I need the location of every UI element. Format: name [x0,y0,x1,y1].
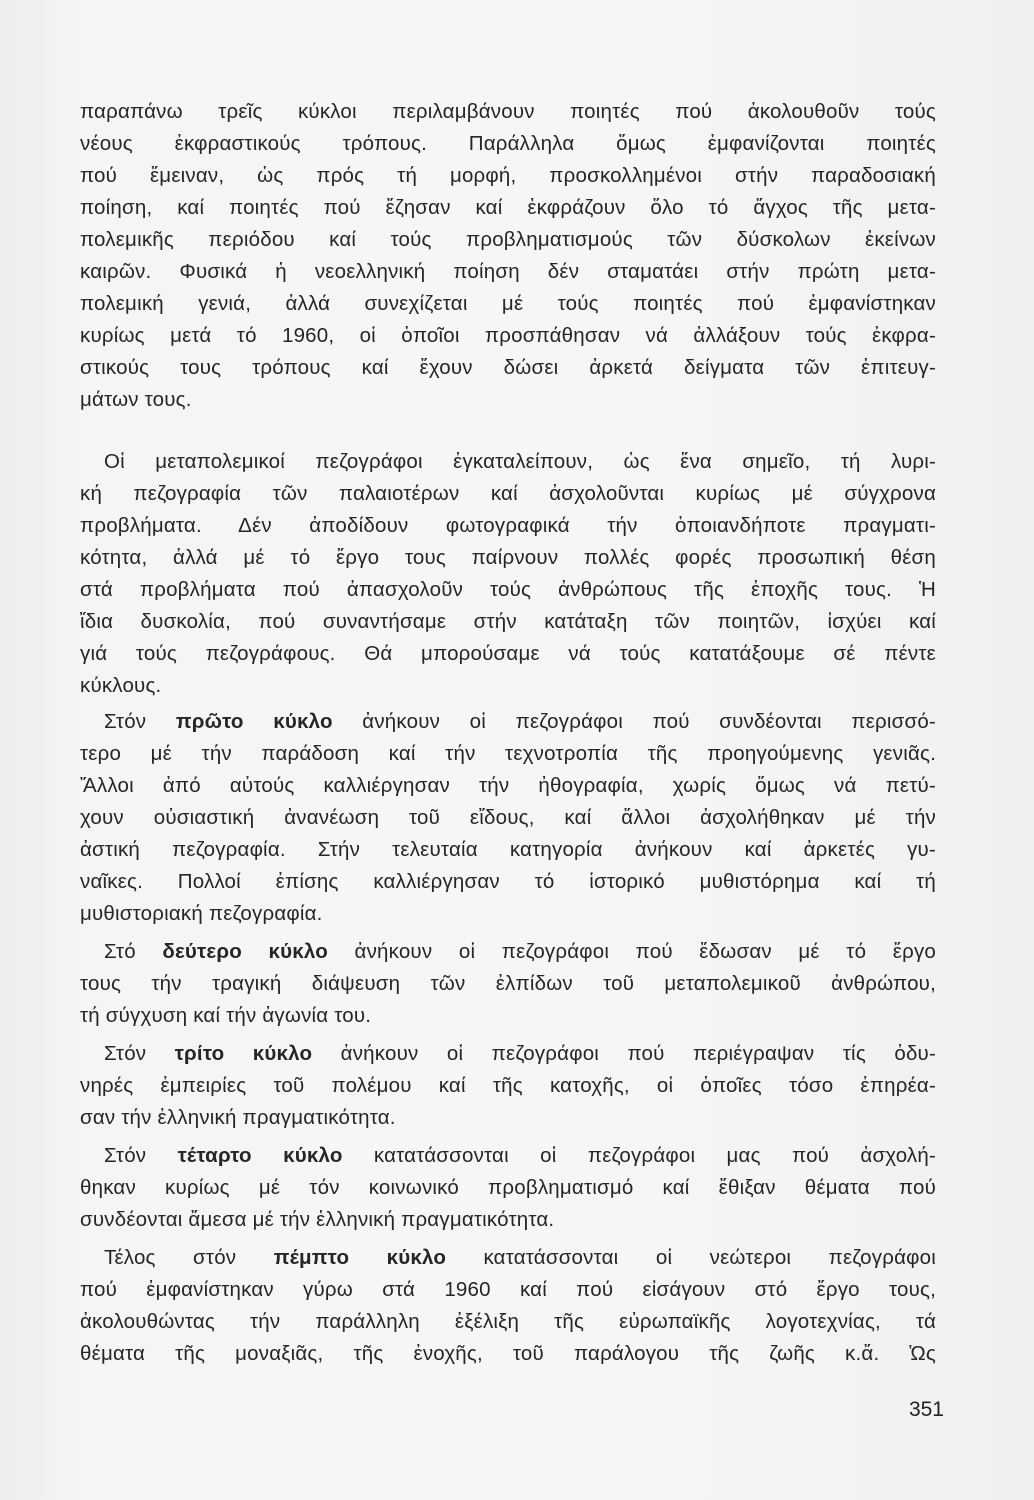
text-line: στικούς τους τρόπους καί ἔχουν δώσει ἀρκετά δείγματα τῶν ἐπιτευγ- [80,356,936,379]
cycle-heading: τέταρτο κύκλο [177,1144,343,1167]
text-line: ποίηση, καί ποιητές πού ἔζησαν καί ἐκφράζουν ὅλο τό ἄγχος τῆς μετα- [80,196,936,219]
lead-text: Στόν [104,1144,178,1167]
text-line: μυθιστοριακή πεζογραφία. [80,902,323,925]
text-line: θηκαν κυρίως μέ τόν κοινωνικό προβληματισμό καί ἔθιξαν θέματα πού [80,1176,936,1199]
text-line: παραπάνω τρεῖς κύκλοι περιλαμβάνουν ποιητές πού ἀκολουθοῦν τούς [80,100,936,123]
text-line: Οἱ μεταπολεμικοί πεζογράφοι ἐγκαταλείπουν, ὡς ἕνα σημεῖο, τή λυρι- [104,450,936,473]
text-line: χουν οὐσιαστική ἀνανέωση τοῦ εἴδους, καί ἄλλοι ἀσχολήθηκαν μέ τήν [80,806,936,829]
text-line: πού ἔμειναν, ὡς πρός τή μορφή, προσκολλημένοι στήν παραδοσιακή [80,164,936,187]
text-line: ναῖκες. Πολλοί ἐπίσης καλλιέργησαν τό ἱστορικό μυθιστόρημα καί τή [80,870,936,893]
paragraph-fourth-cycle [80,1140,936,1236]
text-line: γιά τούς πεζογράφους. Θά μπορούσαμε νά τούς κατατάξουμε σέ πέντε [80,642,936,665]
cycle-heading: πέμπτο κύκλο [273,1246,447,1269]
cycle-heading: πρῶτο κύκλο [175,710,333,733]
lead-rest: ἀνήκουν οἱ πεζογράφοι πού ἔδωσαν μέ τό ἔργο [327,940,936,963]
text-line: μάτων τους. [80,388,192,411]
text-line: συνδέονται ἄμεσα μέ τήν ἑλληνική πραγματικότητα. [80,1208,555,1231]
lead-text: Στό [104,940,163,963]
text-line: πολεμικῆς περιόδου καί τούς προβληματισμούς τῶν δύσκολων ἐκείνων [80,228,936,251]
text-line: νέους ἐκφραστικούς τρόπους. Παράλληλα ὅμως ἐμφανίζονται ποιητές [80,132,936,155]
text-line: πού ἐμφανίστηκαν γύρω στά 1960 καί πού εἰσάγουν στό ἔργο τους, [80,1278,936,1301]
lead-text: Στόν [104,710,176,733]
lead-rest: ἀνήκουν οἱ πεζογράφοι πού περιέγραψαν τίς ὀδυ- [312,1042,936,1065]
paragraph-second-cycle [80,936,936,1032]
text-line: τερο μέ τήν παράδοση καί τήν τεχνοτροπία τῆς προηγούμενης γενιᾶς. [80,742,936,765]
text-line: Ἄλλοι ἀπό αὐτούς καλλιέργησαν τήν ἠθογραφία, χωρίς ὅμως νά πετύ- [80,774,936,797]
paragraph-fifth-cycle [80,1242,936,1370]
text-line: στά προβλήματα πού ἀπασχολοῦν τούς ἀνθρώπους τῆς ἐποχῆς τους. Ἡ [80,578,936,601]
text-line: κυρίως μετά τό 1960, οἱ ὁποῖοι προσπάθησαν νά ἀλλάξουν τούς ἐκφρα- [80,324,936,347]
cycle-heading: τρίτο κύκλο [174,1042,313,1065]
text-line [80,1038,936,1070]
text-line: κύκλους. [80,674,162,697]
lead-text: Στόν [104,1042,175,1065]
text-line: προβλήματα. Δέν ἀποδίδουν φωτογραφικά τήν ὁποιανδήποτε πραγματι- [80,514,936,537]
text-line: θέματα τῆς μοναξιᾶς, τῆς ἐνοχῆς, τοῦ παράλογου τῆς ζωῆς κ.ἄ. Ὡς [80,1342,936,1365]
paragraph-first-cycle [80,706,936,930]
paragraph-postwar-prose [80,446,936,702]
text-line: ἀκολουθώντας τήν παράλληλη ἐξέλιξη τῆς εὐρωπαϊκῆς λογοτεχνίας, τά [80,1310,936,1333]
lead-text: Τέλος στόν [104,1246,274,1269]
body-text [80,96,936,1370]
paragraph-poetry-cycles [80,96,936,416]
text-line: τους τήν τραγική διάψευση τῶν ἐλπίδων τοῦ μεταπολεμικοῦ ἀνθρώπου, [80,972,936,995]
text-line: τή σύγχυση καί τήν ἀγωνία του. [80,1004,372,1027]
text-line [80,1242,936,1274]
text-line: ἀστική πεζογραφία. Στήν τελευταία κατηγορία ἀνήκουν καί ἀρκετές γυ- [80,838,936,861]
text-line [80,1140,936,1172]
lead-rest: κατατάσσονται οἱ νεώτεροι πεζογράφοι [446,1246,936,1269]
paragraph-gap [80,416,936,446]
text-line: καιρῶν. Φυσικά ἡ νεοελληνική ποίηση δέν σταματάει στήν πρώτη μετα- [80,260,936,283]
text-line: κότητα, ἀλλά μέ τό ἔργο τους παίρνουν πολλές φορές προσωπική θέση [80,546,936,569]
text-line: κή πεζογραφία τῶν παλαιοτέρων καί ἀσχολοῦνται κυρίως μέ σύγχρονα [80,482,936,505]
text-line [80,706,936,738]
text-line: πολεμική γενιά, ἀλλά συνεχίζεται μέ τούς ποιητές πού ἐμφανίστηκαν [80,292,936,315]
page-number: 351 [908,1398,944,1421]
text-line: ἴδια δυσκολία, πού συναντήσαμε στήν κατάταξη τῶν ποιητῶν, ἰσχύει καί [80,610,936,633]
cycle-heading: δεύτερο κύκλο [162,940,328,963]
text-line [80,936,936,968]
text-line: νηρές ἐμπειρίες τοῦ πολέμου καί τῆς κατοχῆς, οἱ ὁποῖες τόσο ἐπηρέα- [80,1074,936,1097]
lead-rest: ἀνήκουν οἱ πεζογράφοι πού συνδέονται περισσό- [332,710,936,733]
text-line: σαν τήν ἑλληνική πραγματικότητα. [80,1106,396,1129]
lead-rest: κατατάσσονται οἱ πεζογράφοι μας πού ἀσχολή- [342,1144,937,1167]
paragraph-third-cycle [80,1038,936,1134]
